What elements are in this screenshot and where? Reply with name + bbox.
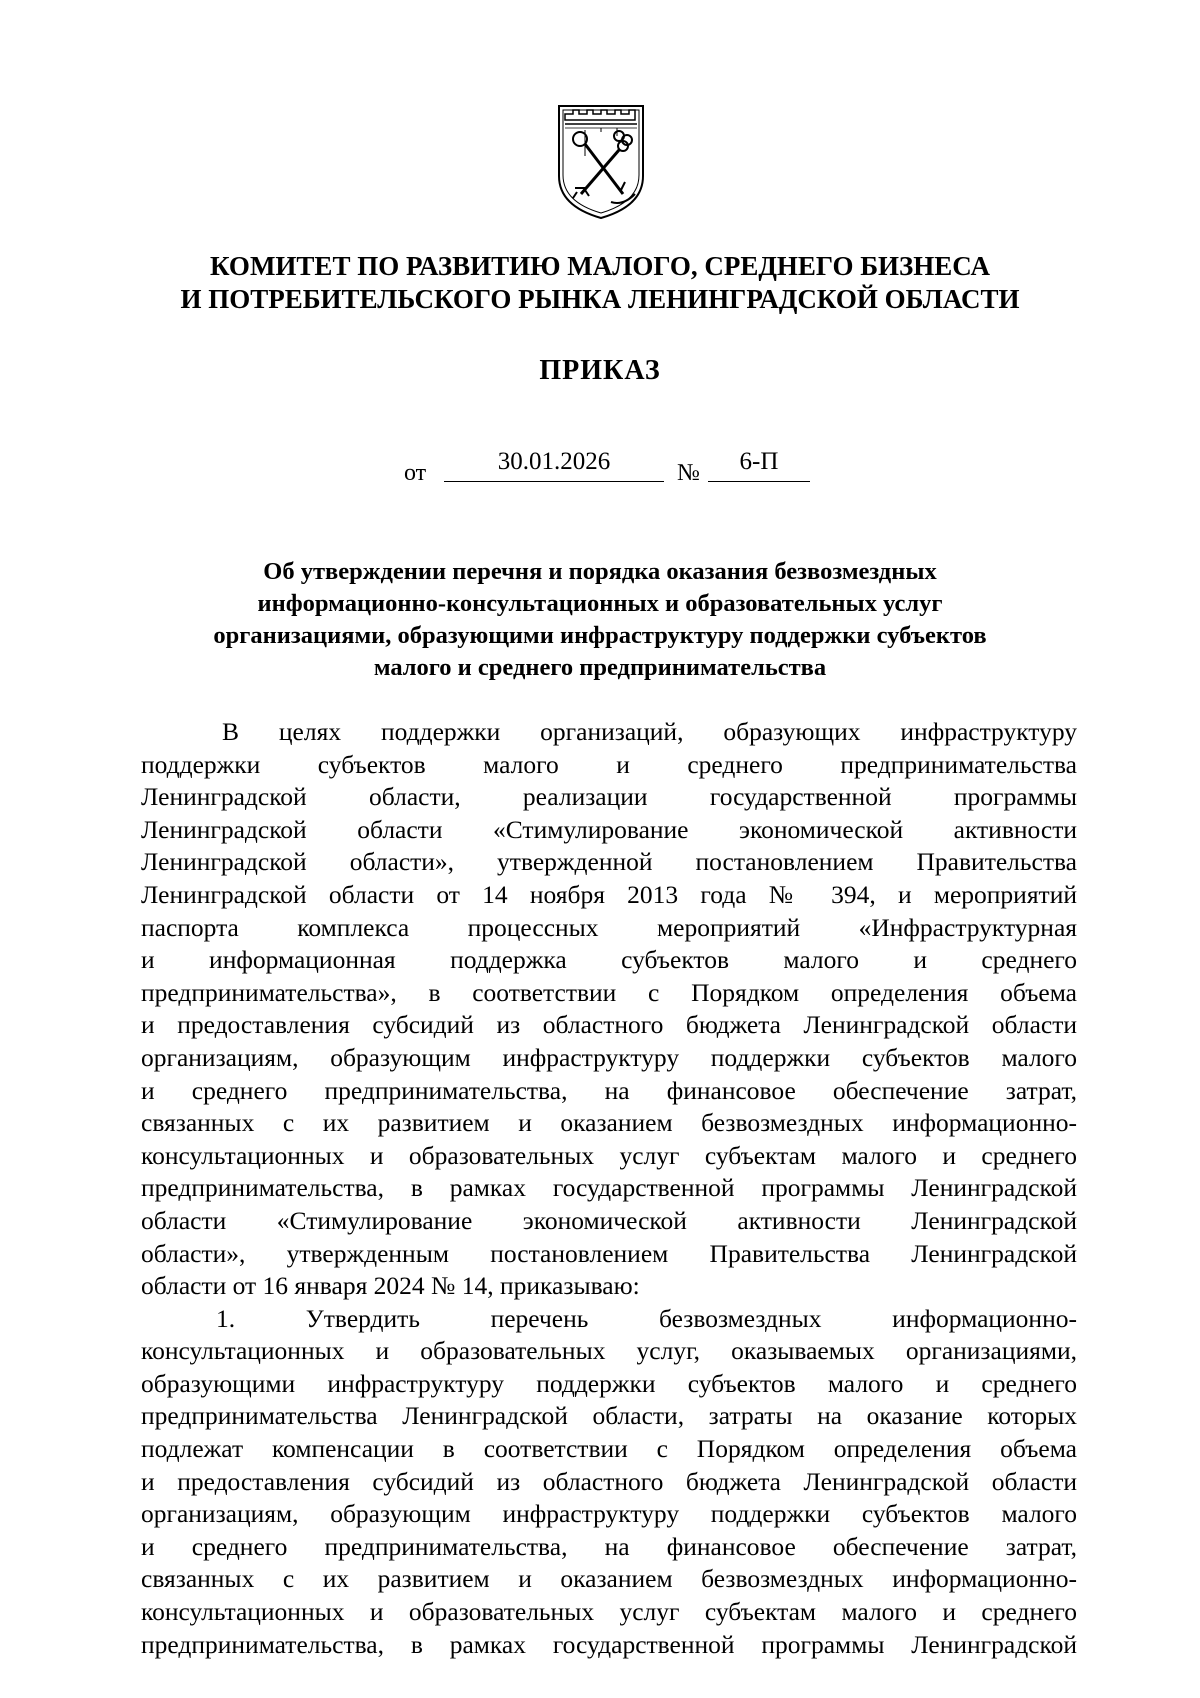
preamble-line: В целях поддержки организаций, образующих инфраструктуру [222, 717, 1077, 746]
organization-line-1: КОМИТЕТ ПО РАЗВИТИЮ МАЛОГО, СРЕДНЕГО БИЗНЕСА [210, 251, 990, 281]
item-1-line: организациям, образующим инфраструктуру поддержки субъектов малого [141, 1499, 1077, 1529]
preamble-line: Ленинградской области, реализации государственной программы [141, 782, 1077, 812]
item-1-line: предпринимательства, в рамках государственной программы Ленинградской [141, 1629, 1077, 1659]
preamble-line: и среднего предпринимательства, на финансовое обеспечение затрат, [141, 1075, 1077, 1105]
item-1-word: Утвердить [305, 1303, 420, 1333]
preamble-line: области», утвержденным постановлением Правительства Ленинградской [141, 1238, 1077, 1268]
organization-name [100, 250, 1100, 316]
organization-line-2: И ПОТРЕБИТЕЛЬСКОГО РЫНКА ЛЕНИНГРАДСКОЙ ОБЛАСТИ [180, 284, 1020, 314]
item-1-line: и предоставления субсидий из областного бюджета Ленинградской области [141, 1466, 1077, 1496]
preamble-line: и предоставления субсидий из областного бюджета Ленинградской области [141, 1010, 1077, 1040]
item-1-line: образующими инфраструктуру поддержки субъектов малого и среднего [141, 1368, 1077, 1398]
preamble-line: связанных с их развитием и оказанием безвозмездных информационно- [141, 1108, 1077, 1138]
item-1-word: информационно- [892, 1303, 1077, 1333]
title-line: информационно-консультационных и образовательных услуг [257, 590, 943, 617]
number-label: № [677, 460, 700, 486]
preamble-line: консультационных и образовательных услуг субъектам малого и среднего [141, 1140, 1077, 1170]
item-1-line: консультационных и образовательных услуг, оказываемых организациями, [141, 1336, 1077, 1366]
document-number: 6-П [708, 445, 810, 482]
preamble-line: Ленинградской области «Стимулирование экономической активности [141, 814, 1077, 844]
title-line: организациями, образующими инфраструктуру поддержки субъектов [213, 622, 987, 649]
item-1-word: безвозмездных [659, 1303, 822, 1333]
item-1-line: консультационных и образовательных услуг субъектам малого и среднего [141, 1597, 1077, 1627]
title-line: малого и среднего предпринимательства [373, 654, 827, 681]
item-1-word: перечень [490, 1303, 589, 1333]
preamble-line: Ленинградской области от 14 ноября 2013 года № 394, и мероприятий [141, 879, 1077, 909]
preamble-line: области от 16 января 2024 № 14, приказываю: [141, 1271, 640, 1301]
preamble-line: предпринимательства», в соответствии с Порядком определения объема [141, 977, 1077, 1007]
preamble-line: Ленинградской области», утвержденной постановлением Правительства [141, 847, 1077, 877]
document-type: ПРИКАЗ [539, 355, 661, 386]
preamble-line: области «Стимулирование экономической активности Ленинградской [141, 1205, 1077, 1235]
preamble-line: предпринимательства, в рамках государственной программы Ленинградской [141, 1173, 1077, 1203]
preamble-line: поддержки субъектов малого и среднего предпринимательства [141, 749, 1077, 779]
coat-of-arms-emblem [555, 102, 647, 222]
item-1-heading [141, 1303, 1077, 1336]
item-1-number: 1. [216, 1303, 236, 1333]
item-1-line: подлежат компенсации в соответствии с Порядком определения объема [141, 1434, 1077, 1464]
document-body [141, 716, 1077, 1661]
date-label: от [404, 460, 427, 486]
item-1-line: связанных с их развитием и оказанием безвозмездных информационно- [141, 1564, 1077, 1594]
document-title [120, 556, 1080, 684]
preamble-line: и информационная поддержка субъектов малого и среднего [141, 945, 1077, 975]
title-line: Об утверждении перечня и порядка оказания безвозмездных [263, 558, 937, 585]
document-date: 30.01.2026 [444, 445, 664, 482]
preamble-line: паспорта комплекса процессных мероприятий «Инфраструктурная [141, 912, 1077, 942]
item-1-line: предпринимательства Ленинградской области, затраты на оказание которых [141, 1401, 1077, 1431]
item-1-line: и среднего предпринимательства, на финансовое обеспечение затрат, [141, 1531, 1077, 1561]
preamble-line: организациям, образующим инфраструктуру поддержки субъектов малого [141, 1042, 1077, 1072]
